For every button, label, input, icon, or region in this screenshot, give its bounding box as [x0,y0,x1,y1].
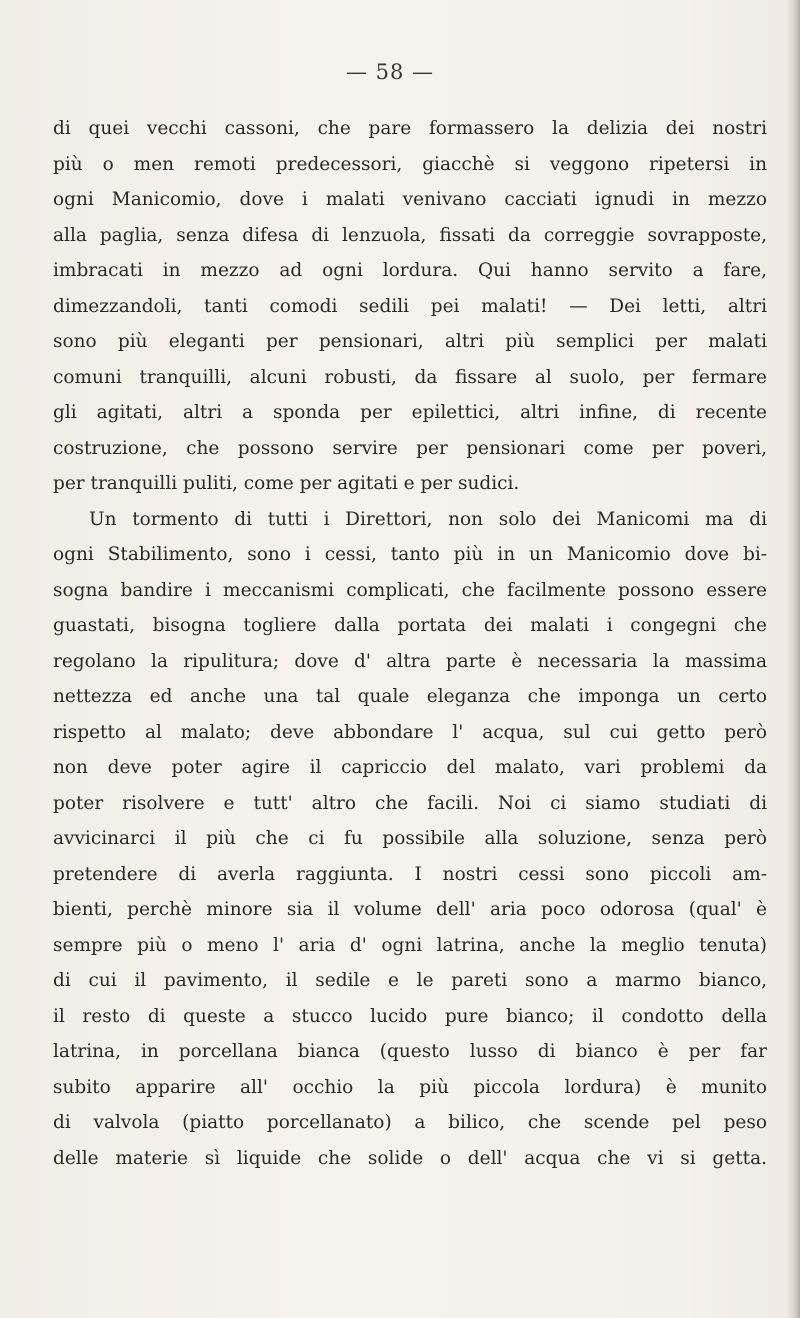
text-line: di valvola (piatto porcellanato) a bilico, che scende pel peso [53,1112,767,1133]
text-line: avvicinarci il più che ci fu possibile alla soluzione, senza però [53,828,767,849]
text-line: ogni Stabilimento, sono i cessi, tanto più in un Manicomio dove bi- [53,544,767,565]
text-line: costruzione, che possono servire per pensionari come per poveri, [53,437,767,459]
text-line: poter risolvere e tutt' altro che facili. Noi ci siamo studiati di [53,792,767,814]
body-text [53,111,767,1176]
text-line: non deve poter agire il capriccio del malato, vari problemi da [53,757,767,778]
text-line: sono più eleganti per pensionari, altri più semplici per malati [53,331,767,352]
text-line: per tranquilli puliti, come per agitati e per sudici. [53,473,520,494]
page-number: — 58 — [345,60,435,84]
text-line: Un tormento di tutti i Direttori, non solo dei Manicomi ma di [89,508,767,530]
text-line: latrina, in porcellana bianca (questo lusso di bianco è per far [53,1041,767,1062]
text-line: alla paglia, senza difesa di lenzuola, fissati da correggie sovrapposte, [53,224,767,246]
text-line: regolano la ripulitura; dove d' altra parte è necessaria la massima [53,650,767,672]
text-line: comuni tranquilli, alcuni robusti, da fissare al suolo, per fermare [53,366,767,388]
text-line: di quei vecchi cassoni, che pare formassero la delizia dei nostri [53,118,767,139]
text-line: il resto di queste a stucco lucido pure bianco; il condotto della [53,1005,767,1027]
text-line: subito apparire all' occhio la più piccola lordura) è munito [53,1076,767,1098]
text-line: di cui il pavimento, il sedile e le pareti sono a marmo bianco, [53,970,767,991]
text-line: pretendere di averla raggiunta. I nostri cessi sono piccoli am- [53,863,767,885]
text-line: ogni Manicomio, dove i malati venivano cacciati ignudi in mezzo [53,189,767,210]
text-line: bienti, perchè minore sia il volume dell' aria poco odorosa (qual' è [53,899,767,920]
text-line: gli agitati, altri a sponda per epilettici, altri infine, di recente [53,402,767,423]
text-line: sogna bandire i meccanismi complicati, che facilmente possono essere [53,579,767,601]
text-line: più o men remoti predecessori, giacchè si veggono ripetersi in [53,153,767,175]
text-line: guastati, bisogna togliere dalla portata dei malati i congegni che [53,615,767,636]
text-line: imbracati in mezzo ad ogni lordura. Qui hanno servito a fare, [53,260,767,281]
page-edge-shadow [786,0,800,1318]
text-line: dimezzandoli, tanti comodi sedili pei malati! — Dei letti, altri [53,295,767,317]
text-line: delle materie sì liquide che solide o dell' acqua che vi si getta. [53,1147,767,1169]
text-line: rispetto al malato; deve abbondare l' acqua, sul cui getto però [53,721,767,743]
text-line: nettezza ed anche una tal quale eleganza che imponga un certo [53,686,767,707]
text-line: sempre più o meno l' aria d' ogni latrina, anche la meglio tenuta) [53,934,767,956]
